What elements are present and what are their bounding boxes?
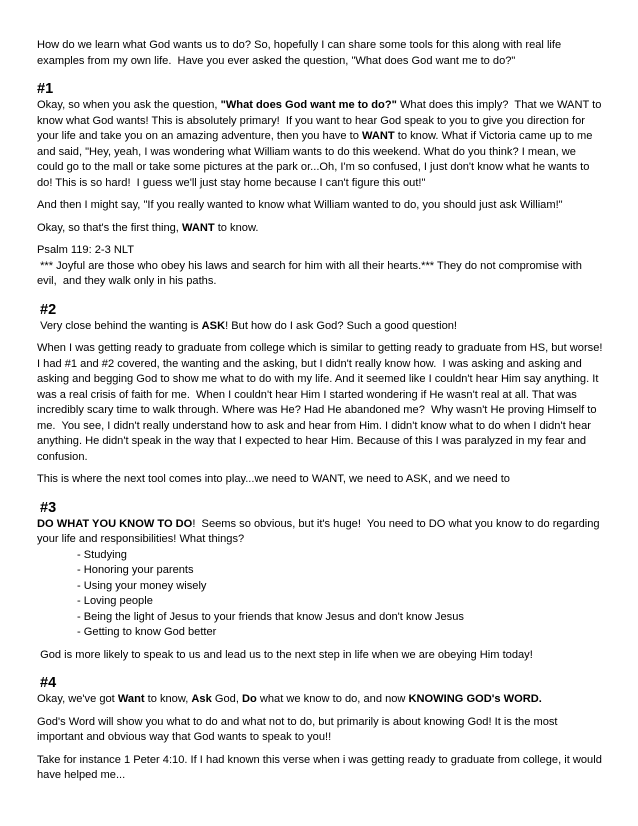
- list-item: - Loving people: [77, 595, 153, 607]
- section-4-heading: #4: [40, 675, 57, 691]
- text-run: Very close behind the wanting is: [37, 319, 202, 332]
- section-3-paragraph-2: God is more likely to speak to us and lead us to the next step in life when we are obeying Him today!: [37, 648, 533, 661]
- list-item: - Being the light of Jesus to your friends that know Jesus and don't know Jesus: [77, 610, 464, 623]
- bold-ask: Ask: [191, 693, 212, 705]
- section-2-paragraph-3: This is where the next tool comes into play...we need to WANT, we need to ASK, and we need to: [37, 473, 510, 485]
- section-1-heading: #1: [37, 81, 54, 97]
- text-run: to know,: [144, 693, 192, 705]
- text-run: Okay, so that's the first thing,: [37, 221, 182, 234]
- things-list: [37, 548, 603, 641]
- text-run: to know. What if Victoria came up to me and said, "Hey, yeah, I was wondering what William wants to do this weekend. What do you think? I mean, we could go to the mall or take some pictures at the park or...Oh, I'm so confused, I just don't know what he wants to do! This is so hard! I guess we'll just stay home because I can't figure this out!": [37, 130, 596, 189]
- bold-want: WANT: [181, 221, 215, 234]
- text-run: Okay, we've got: [37, 693, 118, 705]
- section-4-paragraph-3: Take for instance 1 Peter 4:10. If I had known this verse when i was getting ready to graduate from college, it would have helped me...: [37, 753, 605, 781]
- bold-want: WANT: [362, 130, 395, 142]
- text-run: what we know to do, and now: [256, 693, 409, 705]
- list-item: - Studying: [77, 548, 127, 561]
- section-3-paragraph: [37, 517, 603, 548]
- text-run: Okay, so when you ask the question,: [37, 99, 221, 111]
- section-2-paragraph-2: When I was getting ready to graduate from college which is similar to getting ready to graduate from HS, but worse! I had #1 and #2 covered, the wanting and the asking, but I didn't really know how. I was asking and asking and asking and begging God to show me what to do with my life. And it seemed like I couldn't hear Him say anything. It was a real crisis of faith for me. When I couldn't hear Him I started wondering if He wasn't real at all. That was incredibly scary time to walk through. Where was He? Had He abandoned me? Why wasn't He proving Himself to me. You see, I didn't really understand how to ask and hear from Him. I didn't know what to do when I didn't hear anything. He didn't speak in the way that I expected to hear Him. Because of this I was paralyzed in my fear and confusion.: [37, 342, 609, 463]
- bold-want: Want: [117, 693, 145, 705]
- list-item: - Getting to know God better: [77, 626, 217, 638]
- section-1-paragraph-2: And then I might say, "If you really wanted to know what William wanted to do, you should just ask William!": [37, 199, 563, 211]
- bold-knowing-gods-word: KNOWING GOD's WORD.: [408, 693, 542, 705]
- list-item: - Using your money wisely: [77, 579, 207, 592]
- section-4-paragraph: [37, 692, 603, 708]
- text-run: God,: [211, 693, 242, 705]
- verse-reference: Psalm 119: 2-3 NLT: [37, 244, 135, 256]
- verse-text: *** Joyful are those who obey his laws and search for him with all their hearts.*** They do not compromise with evil, and they walk only in his paths.: [37, 259, 585, 287]
- intro-paragraph: How do we learn what God wants us to do? So, hopefully I can share some tools for this along with real life examples from my own life. Have you ever asked the question, "What does God want me to do?": [37, 39, 565, 67]
- bold-do-what-you-know: DO WHAT YOU KNOW TO DO: [37, 517, 193, 530]
- section-2-paragraph: [37, 319, 603, 335]
- section-4-paragraph-2: God's Word will show you what to do and what not to do, but primarily is about knowing God! It is the most important and obvious way that God wants to speak to you!!: [37, 715, 561, 743]
- section-1-paragraph: [37, 98, 603, 191]
- text-run: ! But how do I ask God? Such a good question!: [225, 319, 458, 332]
- list-item: - Honoring your parents: [77, 564, 194, 576]
- bold-do: Do: [242, 693, 257, 705]
- section-1-paragraph-3: [37, 221, 603, 237]
- text-run: What does this imply? That we WANT to know what God wants! This is absolutely primary! If you want to hear God speak to you to give you direction for your life and take you on an amazing adventure, then you have to: [37, 99, 605, 142]
- section-2-heading: #2: [40, 301, 57, 318]
- document-page: [37, 38, 609, 784]
- section-3-heading: #3: [40, 499, 57, 516]
- bold-ask: ASK: [201, 319, 226, 332]
- text-run: to know.: [214, 221, 259, 234]
- text-run: ! Seems so obvious, but it's huge! You need to DO what you know to do regarding your life and responsibilities! What things?: [37, 517, 603, 545]
- bold-question: "What does God want me to do?": [220, 99, 397, 111]
